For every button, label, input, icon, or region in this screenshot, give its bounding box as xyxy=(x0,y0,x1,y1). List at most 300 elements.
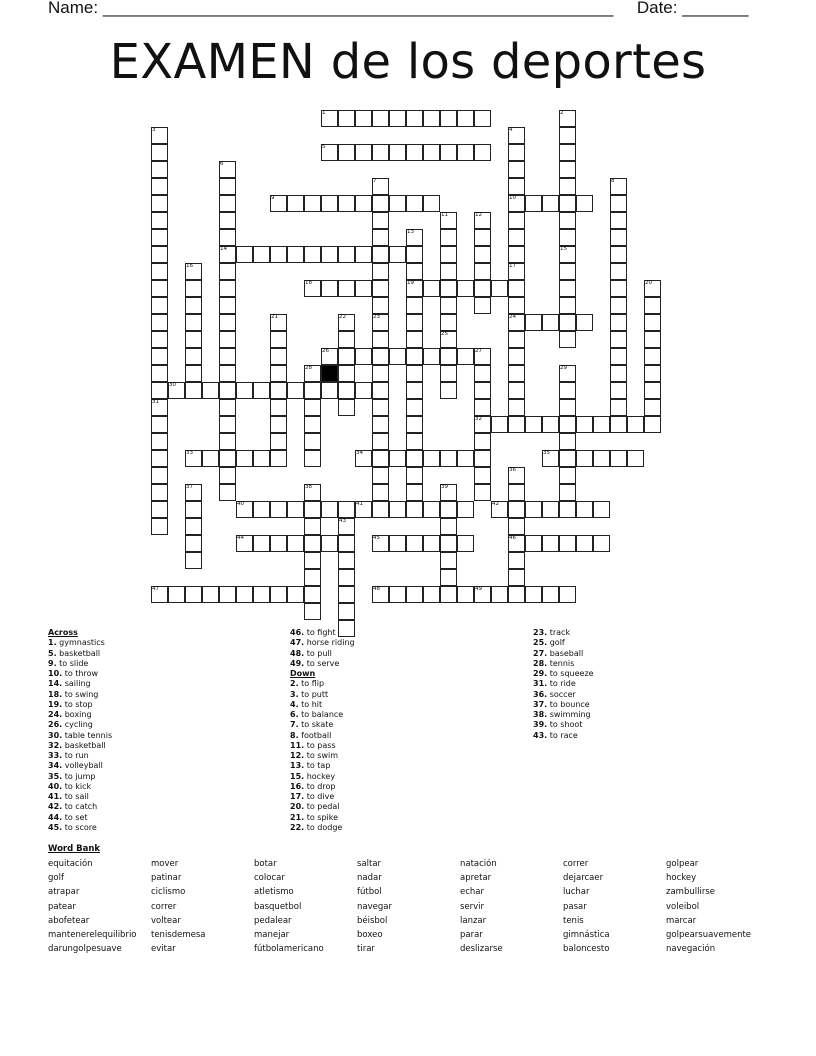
grid-cell[interactable] xyxy=(270,535,287,552)
grid-cell[interactable] xyxy=(508,501,525,518)
grid-cell[interactable] xyxy=(287,382,304,399)
grid-cell[interactable] xyxy=(440,246,457,263)
grid-cell[interactable] xyxy=(610,348,627,365)
grid-cell[interactable] xyxy=(185,280,202,297)
grid-cell[interactable] xyxy=(287,586,304,603)
grid-cell[interactable] xyxy=(219,365,236,382)
grid-cell[interactable] xyxy=(151,467,168,484)
grid-cell[interactable] xyxy=(406,144,423,161)
grid-cell[interactable] xyxy=(219,433,236,450)
grid-cell[interactable] xyxy=(406,314,423,331)
grid-cell[interactable] xyxy=(185,535,202,552)
grid-cell[interactable] xyxy=(304,246,321,263)
grid-cell[interactable] xyxy=(559,433,576,450)
grid-cell[interactable] xyxy=(559,450,576,467)
grid-cell[interactable] xyxy=(508,212,525,229)
grid-cell[interactable] xyxy=(321,535,338,552)
grid-cell[interactable] xyxy=(491,416,508,433)
grid-cell[interactable] xyxy=(593,416,610,433)
grid-cell[interactable] xyxy=(610,416,627,433)
grid-cell[interactable] xyxy=(525,314,542,331)
grid-cell[interactable] xyxy=(219,331,236,348)
grid-cell[interactable] xyxy=(576,535,593,552)
grid-cell[interactable] xyxy=(185,365,202,382)
grid-cell[interactable] xyxy=(559,535,576,552)
grid-cell[interactable] xyxy=(508,229,525,246)
grid-cell[interactable] xyxy=(440,569,457,586)
grid-cell[interactable] xyxy=(406,246,423,263)
grid-cell[interactable] xyxy=(610,314,627,331)
grid-cell[interactable] xyxy=(559,382,576,399)
grid-cell[interactable] xyxy=(219,450,236,467)
grid-cell[interactable] xyxy=(610,263,627,280)
grid-cell[interactable] xyxy=(151,178,168,195)
grid-cell[interactable] xyxy=(270,450,287,467)
grid-cell[interactable] xyxy=(508,552,525,569)
grid-cell[interactable] xyxy=(338,144,355,161)
grid-cell[interactable] xyxy=(338,603,355,620)
grid-cell[interactable] xyxy=(372,382,389,399)
grid-cell[interactable] xyxy=(440,552,457,569)
grid-cell[interactable] xyxy=(644,297,661,314)
grid-cell[interactable] xyxy=(474,467,491,484)
grid-cell[interactable] xyxy=(440,382,457,399)
grid-cell[interactable] xyxy=(559,399,576,416)
grid-cell[interactable] xyxy=(508,144,525,161)
grid-cell[interactable] xyxy=(236,450,253,467)
grid-cell[interactable] xyxy=(372,297,389,314)
grid-cell[interactable] xyxy=(423,535,440,552)
grid-cell[interactable] xyxy=(321,195,338,212)
grid-cell[interactable] xyxy=(406,433,423,450)
grid-cell[interactable] xyxy=(474,365,491,382)
grid-cell[interactable] xyxy=(304,518,321,535)
grid-cell[interactable] xyxy=(219,586,236,603)
grid-cell[interactable] xyxy=(219,314,236,331)
grid-cell[interactable] xyxy=(270,348,287,365)
grid-cell[interactable] xyxy=(270,399,287,416)
grid-cell[interactable] xyxy=(457,144,474,161)
grid-cell[interactable] xyxy=(610,382,627,399)
grid-cell[interactable] xyxy=(542,586,559,603)
grid-cell[interactable] xyxy=(525,586,542,603)
grid-cell[interactable] xyxy=(389,586,406,603)
grid-cell[interactable] xyxy=(508,178,525,195)
grid-cell[interactable] xyxy=(338,195,355,212)
grid-cell[interactable] xyxy=(576,314,593,331)
grid-cell[interactable] xyxy=(440,348,457,365)
grid-cell[interactable] xyxy=(559,484,576,501)
grid-cell[interactable] xyxy=(338,552,355,569)
grid-cell[interactable] xyxy=(372,433,389,450)
grid-cell[interactable] xyxy=(219,297,236,314)
grid-cell[interactable] xyxy=(219,382,236,399)
grid-cell[interactable] xyxy=(474,110,491,127)
grid-cell[interactable] xyxy=(372,229,389,246)
grid-cell[interactable] xyxy=(610,450,627,467)
grid-cell[interactable] xyxy=(593,450,610,467)
grid-cell[interactable] xyxy=(644,331,661,348)
grid-cell[interactable] xyxy=(423,280,440,297)
grid-cell[interactable] xyxy=(219,212,236,229)
grid-cell[interactable] xyxy=(372,365,389,382)
grid-cell[interactable] xyxy=(151,365,168,382)
grid-cell[interactable] xyxy=(491,586,508,603)
grid-cell[interactable] xyxy=(270,433,287,450)
grid-cell[interactable] xyxy=(372,195,389,212)
grid-cell[interactable] xyxy=(440,501,457,518)
grid-cell[interactable] xyxy=(559,501,576,518)
grid-cell[interactable] xyxy=(304,416,321,433)
grid-cell[interactable] xyxy=(185,552,202,569)
grid-cell[interactable] xyxy=(508,416,525,433)
grid-cell[interactable] xyxy=(304,586,321,603)
grid-cell[interactable] xyxy=(559,297,576,314)
grid-cell[interactable] xyxy=(406,297,423,314)
grid-cell[interactable] xyxy=(474,399,491,416)
grid-cell[interactable] xyxy=(151,280,168,297)
grid-cell[interactable] xyxy=(372,484,389,501)
grid-cell[interactable] xyxy=(576,195,593,212)
grid-cell[interactable] xyxy=(644,416,661,433)
grid-cell[interactable] xyxy=(270,246,287,263)
grid-cell[interactable] xyxy=(338,399,355,416)
grid-cell[interactable] xyxy=(389,501,406,518)
grid-cell[interactable] xyxy=(270,586,287,603)
grid-cell[interactable] xyxy=(627,416,644,433)
grid-cell[interactable] xyxy=(338,348,355,365)
grid-cell[interactable] xyxy=(525,416,542,433)
grid-cell[interactable] xyxy=(219,399,236,416)
grid-cell[interactable] xyxy=(185,518,202,535)
grid-cell[interactable] xyxy=(321,382,338,399)
grid-cell[interactable] xyxy=(151,518,168,535)
grid-cell[interactable] xyxy=(321,501,338,518)
grid-cell[interactable] xyxy=(185,586,202,603)
grid-cell[interactable] xyxy=(406,535,423,552)
grid-cell[interactable] xyxy=(559,331,576,348)
grid-cell[interactable] xyxy=(406,382,423,399)
grid-cell[interactable] xyxy=(542,535,559,552)
grid-cell[interactable] xyxy=(610,246,627,263)
grid-cell[interactable] xyxy=(508,161,525,178)
grid-cell[interactable] xyxy=(219,280,236,297)
grid-cell[interactable] xyxy=(406,263,423,280)
grid-cell[interactable] xyxy=(372,416,389,433)
grid-cell[interactable] xyxy=(440,535,457,552)
grid-cell[interactable] xyxy=(542,416,559,433)
grid-cell[interactable] xyxy=(338,382,355,399)
grid-cell[interactable] xyxy=(151,161,168,178)
grid-cell[interactable] xyxy=(185,348,202,365)
date-field[interactable]: _______ xyxy=(682,0,749,17)
grid-cell[interactable] xyxy=(423,450,440,467)
grid-cell[interactable] xyxy=(389,246,406,263)
grid-cell[interactable] xyxy=(576,416,593,433)
grid-cell[interactable] xyxy=(236,382,253,399)
grid-cell[interactable] xyxy=(389,348,406,365)
grid-cell[interactable] xyxy=(151,382,168,399)
grid-cell[interactable] xyxy=(440,263,457,280)
grid-cell[interactable] xyxy=(338,535,355,552)
grid-cell[interactable] xyxy=(287,501,304,518)
grid-cell[interactable] xyxy=(236,586,253,603)
grid-cell[interactable] xyxy=(219,178,236,195)
grid-cell[interactable] xyxy=(559,229,576,246)
grid-cell[interactable] xyxy=(253,450,270,467)
grid-cell[interactable] xyxy=(593,501,610,518)
grid-cell[interactable] xyxy=(644,399,661,416)
grid-cell[interactable] xyxy=(355,348,372,365)
grid-cell[interactable] xyxy=(253,586,270,603)
grid-cell[interactable] xyxy=(372,144,389,161)
grid-cell[interactable] xyxy=(457,348,474,365)
grid-cell[interactable] xyxy=(287,195,304,212)
grid-cell[interactable] xyxy=(304,603,321,620)
grid-cell[interactable] xyxy=(151,416,168,433)
grid-cell[interactable] xyxy=(389,144,406,161)
grid-cell[interactable] xyxy=(304,433,321,450)
grid-cell[interactable] xyxy=(559,178,576,195)
grid-cell[interactable] xyxy=(304,382,321,399)
grid-cell[interactable] xyxy=(372,110,389,127)
grid-cell[interactable] xyxy=(185,297,202,314)
grid-cell[interactable] xyxy=(610,399,627,416)
grid-cell[interactable] xyxy=(304,552,321,569)
grid-cell[interactable] xyxy=(525,195,542,212)
grid-cell[interactable] xyxy=(440,586,457,603)
grid-cell[interactable] xyxy=(610,331,627,348)
grid-cell[interactable] xyxy=(355,246,372,263)
grid-cell[interactable] xyxy=(372,399,389,416)
grid-cell[interactable] xyxy=(508,586,525,603)
grid-cell[interactable] xyxy=(474,246,491,263)
grid-cell[interactable] xyxy=(389,195,406,212)
grid-cell[interactable] xyxy=(610,212,627,229)
grid-cell[interactable] xyxy=(542,195,559,212)
grid-cell[interactable] xyxy=(474,484,491,501)
grid-cell[interactable] xyxy=(372,280,389,297)
grid-cell[interactable] xyxy=(627,450,644,467)
grid-cell[interactable] xyxy=(559,314,576,331)
grid-cell[interactable] xyxy=(406,501,423,518)
grid-cell[interactable] xyxy=(559,161,576,178)
grid-cell[interactable] xyxy=(372,246,389,263)
grid-cell[interactable] xyxy=(304,501,321,518)
grid-cell[interactable] xyxy=(219,263,236,280)
grid-cell[interactable] xyxy=(355,110,372,127)
grid-cell[interactable] xyxy=(559,127,576,144)
grid-cell[interactable] xyxy=(321,280,338,297)
grid-cell[interactable] xyxy=(508,246,525,263)
grid-cell[interactable] xyxy=(559,280,576,297)
grid-cell[interactable] xyxy=(355,382,372,399)
grid-cell[interactable] xyxy=(185,331,202,348)
grid-cell[interactable] xyxy=(406,450,423,467)
grid-cell[interactable] xyxy=(440,365,457,382)
grid-cell[interactable] xyxy=(440,450,457,467)
grid-cell[interactable] xyxy=(253,246,270,263)
grid-cell[interactable] xyxy=(338,569,355,586)
grid-cell[interactable] xyxy=(372,212,389,229)
grid-cell[interactable] xyxy=(508,348,525,365)
grid-cell[interactable] xyxy=(202,586,219,603)
grid-cell[interactable] xyxy=(389,110,406,127)
grid-cell[interactable] xyxy=(304,535,321,552)
grid-cell[interactable] xyxy=(491,280,508,297)
grid-cell[interactable] xyxy=(508,484,525,501)
grid-cell[interactable] xyxy=(355,280,372,297)
grid-cell[interactable] xyxy=(389,535,406,552)
grid-cell[interactable] xyxy=(440,518,457,535)
grid-cell[interactable] xyxy=(610,297,627,314)
grid-cell[interactable] xyxy=(219,467,236,484)
grid-cell[interactable] xyxy=(508,365,525,382)
grid-cell[interactable] xyxy=(338,246,355,263)
grid-cell[interactable] xyxy=(372,467,389,484)
grid-cell[interactable] xyxy=(406,195,423,212)
grid-cell[interactable] xyxy=(474,144,491,161)
grid-cell[interactable] xyxy=(219,484,236,501)
grid-cell[interactable] xyxy=(474,433,491,450)
grid-cell[interactable] xyxy=(644,314,661,331)
grid-cell[interactable] xyxy=(304,450,321,467)
grid-cell[interactable] xyxy=(253,382,270,399)
grid-cell[interactable] xyxy=(372,348,389,365)
grid-cell[interactable] xyxy=(559,467,576,484)
grid-cell[interactable] xyxy=(355,195,372,212)
grid-cell[interactable] xyxy=(593,535,610,552)
grid-cell[interactable] xyxy=(219,195,236,212)
grid-cell[interactable] xyxy=(644,382,661,399)
grid-cell[interactable] xyxy=(372,331,389,348)
grid-cell[interactable] xyxy=(406,348,423,365)
grid-cell[interactable] xyxy=(151,144,168,161)
grid-cell[interactable] xyxy=(610,229,627,246)
grid-cell[interactable] xyxy=(219,229,236,246)
grid-cell[interactable] xyxy=(644,365,661,382)
grid-cell[interactable] xyxy=(474,450,491,467)
grid-cell[interactable] xyxy=(236,246,253,263)
grid-cell[interactable] xyxy=(151,484,168,501)
grid-cell[interactable] xyxy=(559,144,576,161)
grid-cell[interactable] xyxy=(151,229,168,246)
grid-cell[interactable] xyxy=(151,501,168,518)
grid-cell[interactable] xyxy=(440,314,457,331)
grid-cell[interactable] xyxy=(474,297,491,314)
grid-cell[interactable] xyxy=(168,586,185,603)
grid-cell[interactable] xyxy=(576,501,593,518)
grid-cell[interactable] xyxy=(151,212,168,229)
grid-cell[interactable] xyxy=(559,586,576,603)
grid-cell[interactable] xyxy=(372,501,389,518)
grid-cell[interactable] xyxy=(457,110,474,127)
grid-cell[interactable] xyxy=(151,195,168,212)
grid-cell[interactable] xyxy=(508,331,525,348)
grid-cell[interactable] xyxy=(474,229,491,246)
grid-cell[interactable] xyxy=(559,263,576,280)
grid-cell[interactable] xyxy=(304,399,321,416)
grid-cell[interactable] xyxy=(542,314,559,331)
grid-cell[interactable] xyxy=(508,518,525,535)
grid-cell[interactable] xyxy=(151,246,168,263)
grid-cell[interactable] xyxy=(508,569,525,586)
grid-cell[interactable] xyxy=(338,501,355,518)
name-field[interactable]: ______________________________________________________ xyxy=(102,0,614,17)
grid-cell[interactable] xyxy=(559,195,576,212)
grid-cell[interactable] xyxy=(270,365,287,382)
grid-cell[interactable] xyxy=(440,297,457,314)
grid-cell[interactable] xyxy=(423,348,440,365)
grid-cell[interactable] xyxy=(321,246,338,263)
grid-cell[interactable] xyxy=(423,144,440,161)
grid-cell[interactable] xyxy=(457,280,474,297)
grid-cell[interactable] xyxy=(338,280,355,297)
grid-cell[interactable] xyxy=(423,501,440,518)
grid-cell[interactable] xyxy=(151,450,168,467)
grid-cell[interactable] xyxy=(559,416,576,433)
grid-cell[interactable] xyxy=(508,399,525,416)
grid-cell[interactable] xyxy=(423,195,440,212)
grid-cell[interactable] xyxy=(610,280,627,297)
grid-cell[interactable] xyxy=(440,110,457,127)
grid-cell[interactable] xyxy=(440,144,457,161)
grid-cell[interactable] xyxy=(457,586,474,603)
grid-cell[interactable] xyxy=(525,501,542,518)
grid-cell[interactable] xyxy=(202,450,219,467)
grid-cell[interactable] xyxy=(559,212,576,229)
grid-cell[interactable] xyxy=(423,110,440,127)
grid-cell[interactable] xyxy=(185,501,202,518)
grid-cell[interactable] xyxy=(474,382,491,399)
grid-cell[interactable] xyxy=(338,586,355,603)
grid-cell[interactable] xyxy=(270,331,287,348)
grid-cell[interactable] xyxy=(610,365,627,382)
grid-cell[interactable] xyxy=(372,263,389,280)
grid-cell[interactable] xyxy=(389,450,406,467)
grid-cell[interactable] xyxy=(151,433,168,450)
grid-cell[interactable] xyxy=(508,382,525,399)
grid-cell[interactable] xyxy=(474,280,491,297)
grid-cell[interactable] xyxy=(406,416,423,433)
grid-cell[interactable] xyxy=(304,569,321,586)
grid-cell[interactable] xyxy=(151,314,168,331)
grid-cell[interactable] xyxy=(406,586,423,603)
grid-cell[interactable] xyxy=(423,586,440,603)
grid-cell[interactable] xyxy=(576,450,593,467)
grid-cell[interactable] xyxy=(338,110,355,127)
grid-cell[interactable] xyxy=(287,246,304,263)
grid-cell[interactable] xyxy=(151,348,168,365)
grid-cell[interactable] xyxy=(355,144,372,161)
grid-cell[interactable] xyxy=(457,450,474,467)
grid-cell[interactable] xyxy=(304,195,321,212)
grid-cell[interactable] xyxy=(287,535,304,552)
grid-cell[interactable] xyxy=(406,467,423,484)
grid-cell[interactable] xyxy=(508,297,525,314)
grid-cell[interactable] xyxy=(406,110,423,127)
grid-cell[interactable] xyxy=(185,314,202,331)
grid-cell[interactable] xyxy=(508,280,525,297)
grid-cell[interactable] xyxy=(253,501,270,518)
grid-cell[interactable] xyxy=(542,501,559,518)
grid-cell[interactable] xyxy=(151,331,168,348)
grid-cell[interactable] xyxy=(253,535,270,552)
grid-cell[interactable] xyxy=(406,331,423,348)
grid-cell[interactable] xyxy=(202,382,219,399)
grid-cell[interactable] xyxy=(338,365,355,382)
grid-cell[interactable] xyxy=(270,501,287,518)
